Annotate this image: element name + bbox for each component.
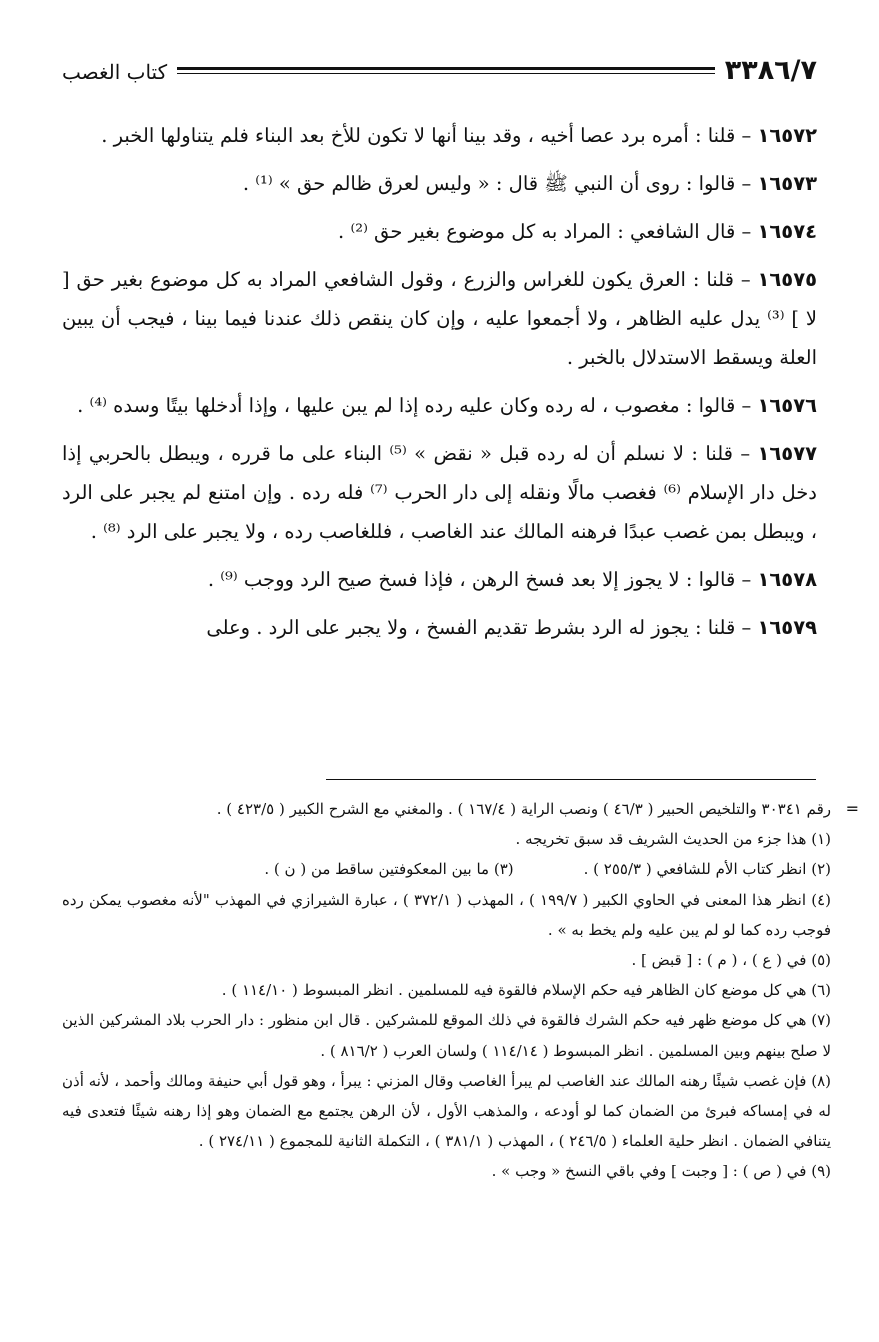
main-text [62,116,817,656]
continuation-mark: = [845,799,859,818]
footnote-text: رقم ٣٠٣٤١ والتلخيص الحبير ( ٤٦/٣ ) ونصب الراية ( ١٦٧/٤ ) . والمغني مع الشرح الكبير ( ٤٢٣/٥ ) . [216,800,831,818]
paragraph [62,386,817,425]
footnote-3: (٣) ما بين المعكوفتين ساقط من ( ن ) . [264,860,514,879]
footnote-1: (١) هذا جزء من الحديث الشريف قد سبق تخريجه . [515,830,831,849]
footnote-9: (٩) في ( ص ) : [ وجبت ] وفي باقي النسخ « وجب » . [491,1162,831,1181]
paragraph-number: ١٦٥٧٧ [757,442,817,465]
paragraph [62,434,817,551]
paragraph [62,608,817,647]
paragraph [62,212,817,251]
footnote-2: (٢) انظر كتاب الأم للشافعي ( ٢٥٥/٣ ) . [583,860,831,879]
paragraph [62,260,817,377]
paragraph [62,164,817,203]
paragraph-number: ١٦٥٧٩ [757,616,817,639]
footnote-continuation [62,794,859,824]
paragraph-text: – قلنا : أمره برد عصا أخيه ، وقد بينا أنها لا تكون للأخ بعد البناء فلم يتناولها الخبر . [101,124,758,147]
footnote-8: (٨) فإن غصب شيئًا رهنه المالك عند الغاصب لم يبرأ الغاصب وقال المزني : يبرأ ، وهو قول أبي حنيفة ومالك وأحمد ، لأنه أذن له في إمساكه فبرئ من الضمان كما لو أودعه ، والمذهب الأول ، لأن الرهن يجتمع مع الضمان وهو إذا رهنه شيئًا فتعدى فيه يتنافي الضمان . انظر حلية العلماء ( ٢٤٦/٥ ) ، المهذب ( ٣٨١/١ ) ، التكملة الثانية للمجموع ( ٢٧٤/١١ ) . [62,1071,831,1151]
paragraph-text: – قلنا : يجوز له الرد بشرط تقديم الفسخ ، ولا يجبر على الرد . وعلى [206,616,758,639]
paragraph-text: – قلنا : العرق يكون للغراس والزرع ، وقول الشافعي المراد به كل موضوع بغير حق [ لا ] ⁽³⁾ يدل عليه الظاهر ، ولا أجمعوا عليه ، وإن كان ينقص ذلك عندنا فيما بينا ، فيجب أن يبين العلة ويسقط الاستدلال بالخبر . [62,268,817,369]
footnote-7: (٧) هي كل موضع ظهر فيه حكم الشرك فالقوة في ذلك الموقع للمشركين . قال ابن منظور : دار الحرب بلاد المشركين الذين لا صلح بينهم وبين المسلمين . انظر المبسوط ( ١١٤/١٤ ) ولسان العرب ( ٨١٦/٢ ) . [62,1011,831,1060]
footnote-6: (٦) هي كل موضع كان الظاهر فيه حكم الإسلام فالقوة فيه للمسلمين . انظر المبسوط ( ١١٤/١٠ ) . [221,981,831,1000]
book-title: كتاب الغصب [62,60,168,84]
paragraph-number: ١٦٥٧٦ [757,394,817,417]
header-rule [177,67,715,74]
page-number: ٣٣٨٦/٧ [724,55,817,86]
paragraph-text: – قال الشافعي : المراد به كل موضوع بغير حق ⁽²⁾ . [338,220,758,243]
footnote-divider [326,779,816,780]
footnote-5: (٥) في ( ع ) ، ( م ) : [ قبض ] . [631,951,831,970]
page-header [62,44,817,84]
paragraph-number: ١٦٥٧٣ [757,172,817,195]
paragraph-number: ١٦٥٧٤ [757,220,817,243]
footnote-4: (٤) انظر هذا المعنى في الحاوي الكبير ( ١٩٩/٧ ) ، المهذب ( ٣٧٢/١ ) ، عبارة الشيرازي في المهذب "لأنه مغصوب يمكن رده فوجب رده كما لو لم يبن عليه ولم يخط به » . [62,890,831,939]
paragraph-number: ١٦٥٧٥ [757,268,817,291]
paragraph [62,116,817,155]
paragraph-number: ١٦٥٧٨ [757,568,817,591]
paragraph-text: – قالوا : روى أن النبي ﷺ قال : « وليس لعرق ظالم حق » ⁽¹⁾ . [242,172,758,195]
paragraph [62,560,817,599]
footnotes [62,794,859,1187]
paragraph-text: – قالوا : لا يجوز إلا بعد فسخ الرهن ، فإذا فسخ صيح الرد ووجب ⁽⁹⁾ . [207,568,758,591]
footnote-line-2-3 [62,854,831,884]
paragraph-text: – قلنا : لا نسلم أن له رده قبل « نقض » ⁽⁵⁾ البناء على ما قرره ، ويبطل بالحربي إذا دخل دار الإسلام ⁽⁶⁾ فغصب مالًا ونقله إلى دار الحرب ⁽⁷⁾ فله رده . وإن امتنع لم يجبر على الرد ، ويبطل بمن غصب عبدًا فرهنه المالك عند الغاصب ، فللغاصب رده ، ولا يجبر على الرد ⁽⁸⁾ . [62,442,817,543]
paragraph-number: ١٦٥٧٢ [757,124,817,147]
paragraph-text: – قالوا : مغصوب ، له رده وكان عليه رده إذا لم يبن عليها ، وإذا أدخلها بيتًا وسده ⁽⁴⁾ . [77,394,758,417]
